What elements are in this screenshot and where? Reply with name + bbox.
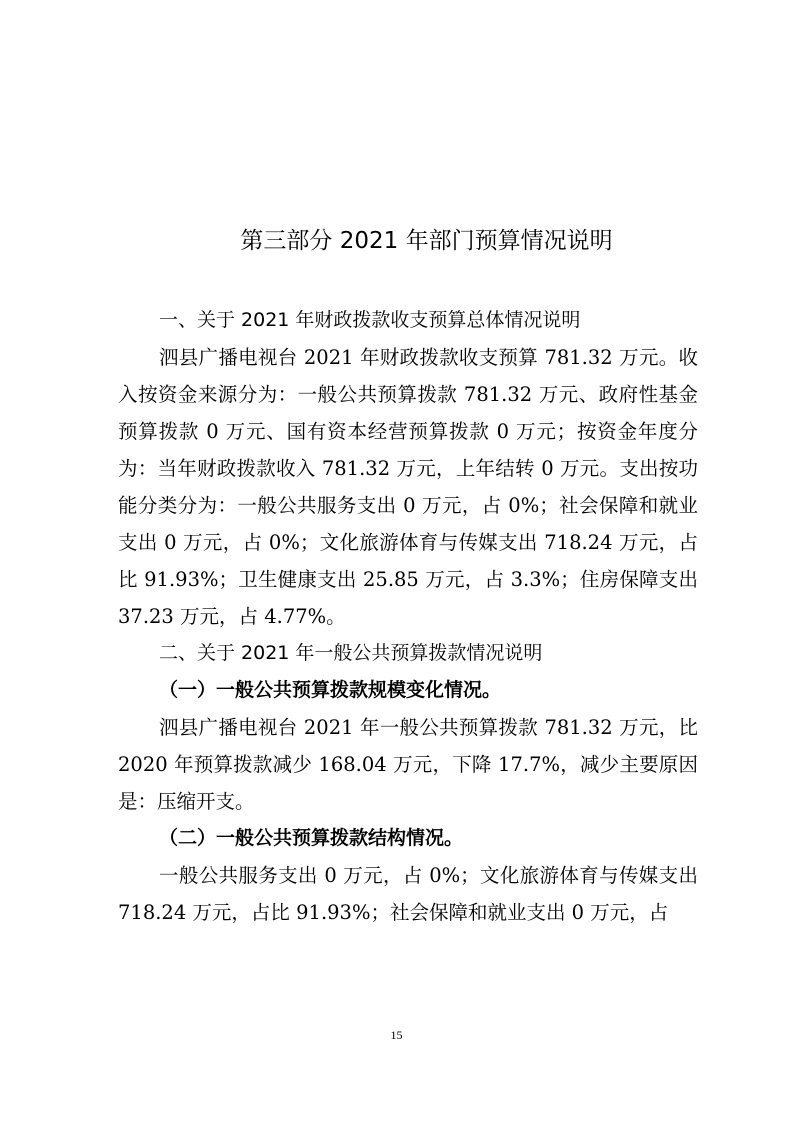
section-2-heading: 二、关于 2021 年一般公共预算拨款情况说明 (159, 642, 543, 664)
document-body (118, 302, 698, 931)
section-1-heading: 一、关于 2021 年财政拨款收支预算总体情况说明 (159, 309, 581, 331)
page-number: 15 (390, 1028, 403, 1042)
page-title-text: 第三部分 2021 年部门预算情况说明 (240, 228, 613, 254)
subsection-1-heading: （一）一般公共预算拨款规模变化情况。 (159, 679, 502, 701)
subsection-2-paragraph: 一般公共服务支出 0 万元，占 0%；文化旅游体育与传媒支出 718.24 万元，占比 91.93%；社会保障和就业支出 0 万元，占 (118, 864, 698, 924)
page-title (0, 223, 793, 259)
subsection-1-paragraph: 泗县广播电视台 2021 年一般公共预算拨款 781.32 万元，比 2020 年预算拨款减少 168.04 万元，下降 17.7%，减少主要原因是：压缩开支。 (118, 716, 698, 813)
section-1-paragraph: 泗县广播电视台 2021 年财政拨款收支预算 781.32 万元。收入按资金来源分为：一般公共预算拨款 781.32 万元、政府性基金预算拨款 0 万元、国有资本经营预算拨款 0 万元；按资金年度分为：当年财政拨款收入 781.32 万元，上年结转 0 万元。支出按功能分类分为：一般公共服务支出 0 万元，占 0%；社会保障和就业支出 0 万元，占 0%；文化旅游体育与传媒支出 718.24 万元，占比 91.93%；卫生健康支出 25.85 万元，占 3.3%；住房保障支出 37.23 万元，占 4.77%。 (118, 346, 698, 628)
subsection-2-heading: （二）一般公共预算拨款结构情况。 (159, 827, 464, 849)
